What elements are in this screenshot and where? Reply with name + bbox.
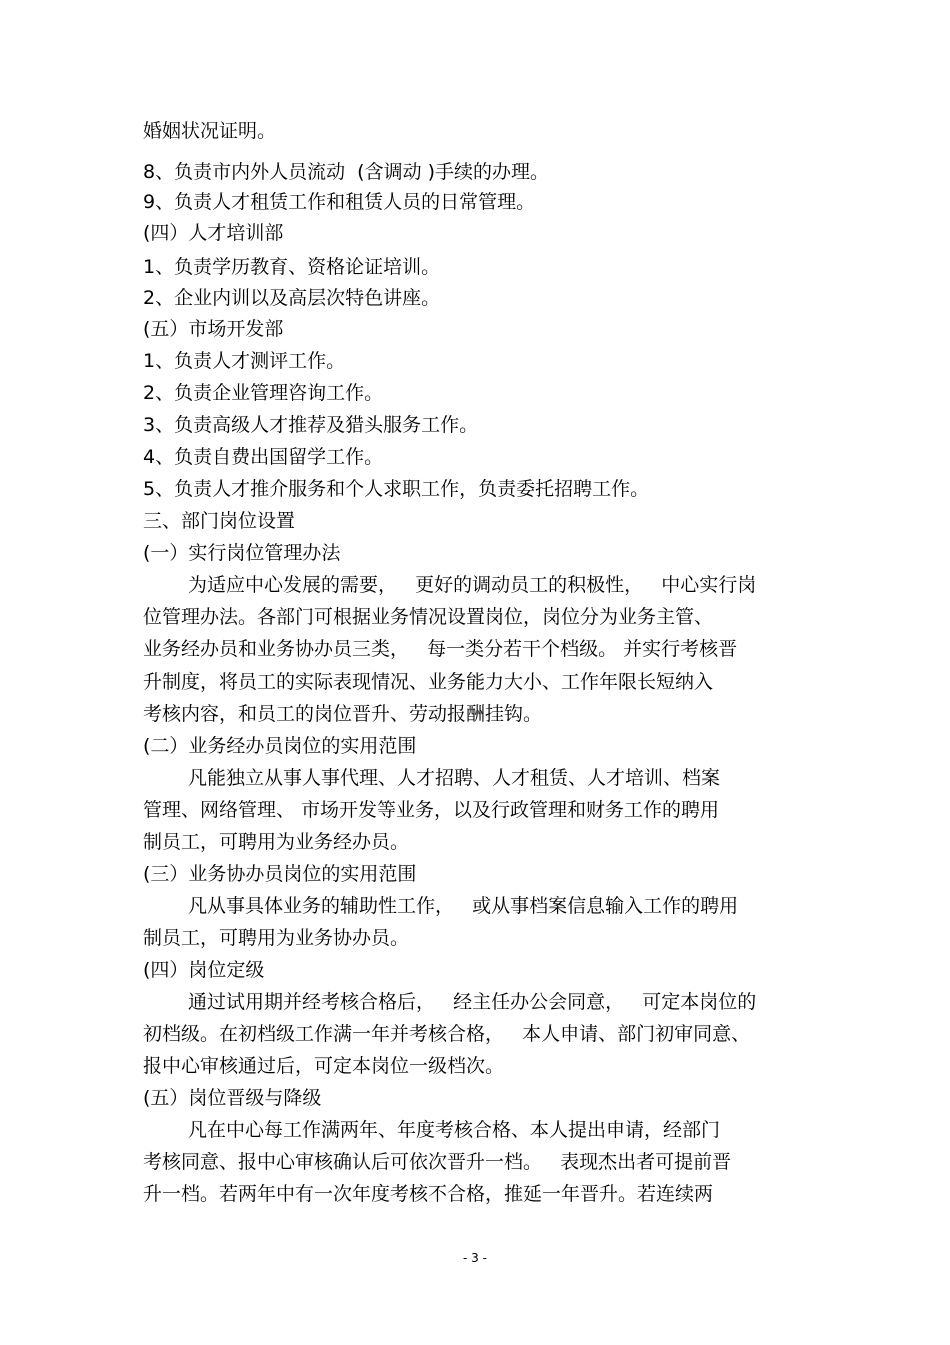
text-line: 9、负责人才租赁工作和租赁人员的日常管理。 [143,191,536,213]
paragraph-line: 业务经办员和业务协办员三类， 每一类分若干个档级。 并实行考核晋 [143,638,738,660]
section-heading: 三、部门岗位设置 [143,510,296,532]
paragraph-line: 为适应中心发展的需要， 更好的调动员工的积极性， 中心实行岗 [188,574,757,596]
paragraph-line: 考核内容，和员工的岗位晋升、劳动报酬挂钩。 [143,703,543,725]
paragraph-line: 制员工，可聘用为业务协办员。 [143,927,410,949]
section-heading: (三）业务协办员岗位的实用范围 [143,863,417,885]
section-heading: (二）业务经办员岗位的实用范围 [143,735,417,757]
section-heading: (五）岗位晋级与降级 [143,1087,322,1109]
text-line: 3、负责高级人才推荐及猎头服务工作。 [143,414,479,436]
paragraph-line: 制员工，可聘用为业务经办员。 [143,831,410,853]
paragraph-line: 凡在中心每工作满两年、年度考核合格、本人提出申请，经部门 [188,1119,721,1141]
paragraph-line: 通过试用期并经考核合格后， 经主任办公会同意， 可定本岗位的 [188,991,757,1013]
paragraph-line: 凡能独立从事人事代理、人才招聘、人才租赁、人才培训、档案 [188,767,721,789]
text-line: 1、负责学历教育、资格论证培训。 [143,256,441,278]
paragraph-line: 考核同意、报中心审核确认后可依次晋升一档。 表现杰出者可提前晋 [143,1151,732,1173]
text-line: 1、负责人才测评工作。 [143,350,346,372]
text-line: 8、负责市内外人员流动 (含调动 )手续的办理。 [143,161,550,183]
section-heading: (一）实行岗位管理办法 [143,542,341,564]
text-line: 婚姻状况证明。 [143,120,277,142]
paragraph-line: 升一档。若两年中有一次年度考核不合格，推延一年晋升。若连续两 [143,1183,714,1205]
text-line: 2、企业内训以及高层次特色讲座。 [143,287,441,309]
paragraph-line: 升制度，将员工的实际表现情况、业务能力大小、工作年限长短纳入 [143,671,714,693]
paragraph-line: 报中心审核通过后，可定本岗位一级档次。 [143,1055,505,1077]
section-heading: (四）岗位定级 [143,959,265,981]
text-line: 4、负责自费出国留学工作。 [143,446,384,468]
paragraph-line: 位管理办法。各部门可根据业务情况设置岗位，岗位分为业务主管、 [143,606,714,628]
paragraph-line: 凡从事具体业务的辅助性工作， 或从事档案信息输入工作的聘用 [188,895,739,917]
page-number: - 3 - [463,1251,487,1265]
text-line: 5、负责人才推介服务和个人求职工作，负责委托招聘工作。 [143,478,650,500]
section-heading: (四）人才培训部 [143,222,284,244]
text-line: 2、负责企业管理咨询工作。 [143,382,384,404]
paragraph-line: 管理、网络管理、 市场开发等业务，以及行政管理和财务工作的聘用 [143,799,720,821]
paragraph-line: 初档级。在初档级工作满一年并考核合格， 本人申请、部门初审同意、 [143,1023,751,1045]
section-heading: (五）市场开发部 [143,318,284,340]
